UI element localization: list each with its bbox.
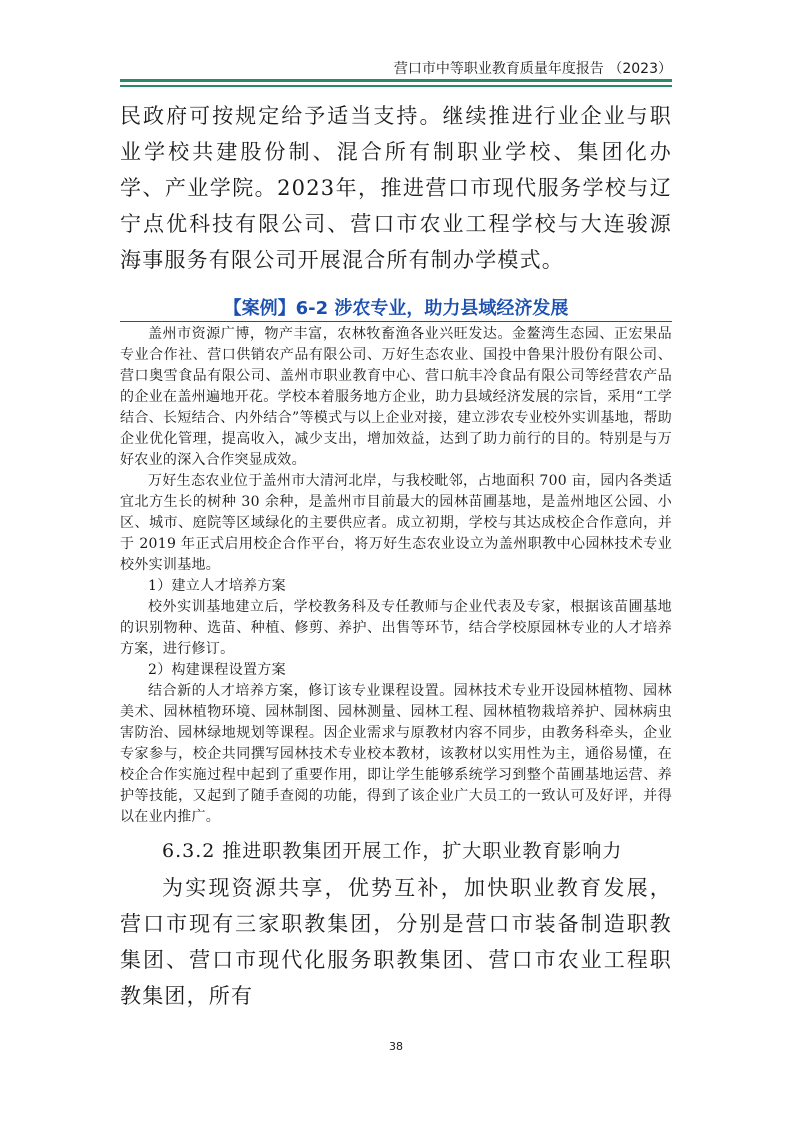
case-title: 【案例】6-2 涉农专业，助力县域经济发展: [223, 298, 569, 319]
case-paragraph: 万好生态农业位于盖州市大清河北岸，与我校毗邻，占地面积 700 亩，园内各类适宜北方生长的树种 30 余种，是盖州市目前最大的园林苗圃基地，是盖州地区公园、小区、城市、庭院等区域绿化的主要供应者。成立初期，学校与其达成校企合作意向，并于 2019 年正式启用校企合作平台，将万好生态农业设立为盖州职教中心园林技术专业校外实训基地。: [120, 473, 672, 573]
body-paragraph-top: 民政府可按规定给予适当支持。继续推进行业企业与职业学校共建股份制、混合所有制职业学校、集团化办学、产业学院。2023年，推进营口市现代服务学校与辽宁点优科技有限公司、营口市农业工程学校与大连骏源海事服务有限公司开展混合所有制办学模式。: [120, 104, 672, 272]
page-header-title: 营口市中等职业教育质量年度报告 （2023）: [393, 61, 672, 77]
body-paragraph-bottom: 为实现资源共享，优势互补，加快职业教育发展，营口市现有三家职教集团，分别是营口市装备制造职教集团、营口市现代化服务职教集团、营口市农业工程职教集团，所有: [120, 876, 672, 1008]
case-paragraph: 盖州市资源广博，物产丰富，农林牧畜渔各业兴旺发达。金鳌湾生态园、正宏果品专业合作社、营口供销农产品有限公司、万好生态农业、国投中鲁果汁股份有限公司、营口奥雪食品有限公司、盖州市职业教育中心、营口航丰冷食品有限公司等经营农产品的企业在盖州遍地开花。学校本着服务地方企业，助力县域经济发展的宗旨，采用“工学结合、长短结合、内外结合”等模式与以上企业对接，建立涉农专业校外实训基地，帮助企业优化管理，提高收入，减少支出，增加效益，达到了助力前行的目的。特别是与万好农业的深入合作突显成效。: [120, 326, 672, 468]
case-paragraph: 结合新的人才培养方案，修订该专业课程设置。园林技术专业开设园林植物、园林美术、园林植物环境、园林制图、园林测量、园林工程、园林植物栽培养护、园林病虫害防治、园林绿地规划等课程。因企业需求与原教材内容不同步，由教务科牵头，企业专家参与，校企共同撰写园林技术专业校本教材，该教材以实用性为主，通俗易懂，在校企合作实施过程中起到了重要作用，即让学生能够系统学习到整个苗圃基地运营、养护等技能，又起到了随手查阅的功能，得到了该企业广大员工的一致认可及好评，并得以在业内推广。: [120, 683, 672, 825]
section-heading: 6.3.2 推进职教集团开展工作，扩大职业教育影响力: [162, 840, 623, 862]
header-divider-thick: [120, 79, 672, 82]
case-title-underline: [120, 321, 672, 322]
case-body: [120, 324, 672, 828]
case-subheading: 1）建立人才培养方案: [148, 578, 286, 594]
header-divider-thin: [120, 85, 672, 87]
page-number: 38: [389, 1040, 403, 1053]
case-subheading: 2）构建课程设置方案: [148, 662, 286, 678]
case-paragraph: 校外实训基地建立后，学校教务科及专任教师与企业代表及专家，根据该苗圃基地的识别物种、选苗、种植、修剪、养护、出售等环节，结合学校原园林专业的人才培养方案，进行修订。: [120, 599, 672, 657]
